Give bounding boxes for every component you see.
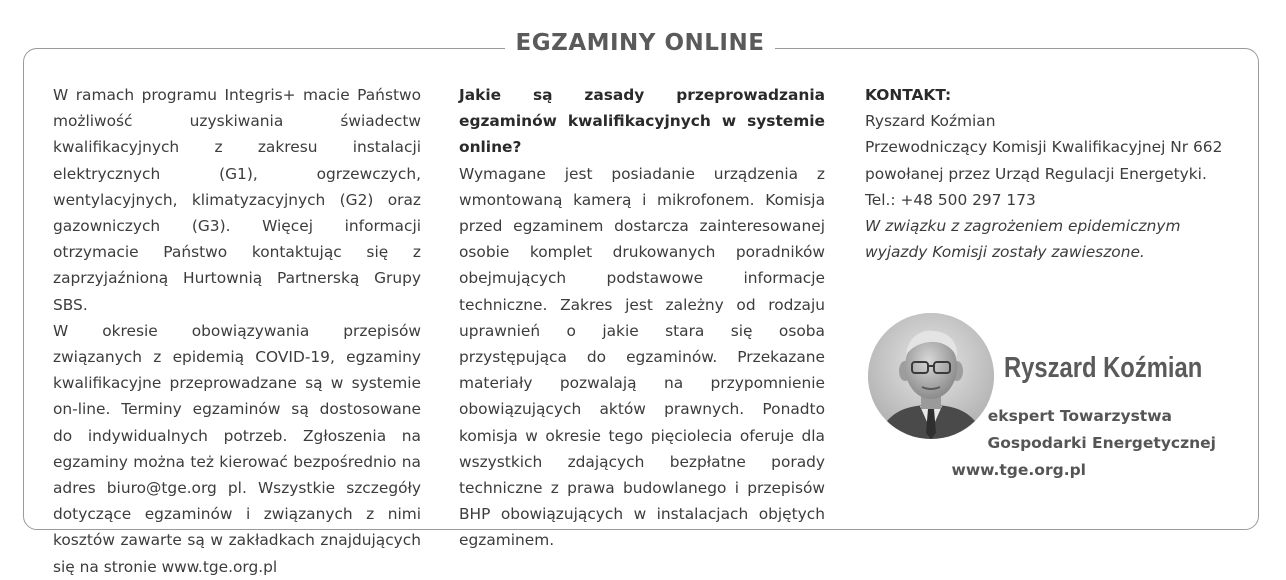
contact-position: Przewodniczący Komisji Kwalifikacyjnej Nr 662 <box>865 138 1223 157</box>
column-faq <box>459 82 825 554</box>
covid-paragraph: W okresie obowiązywania przepisów związanych z epidemią COVID-19, egzaminy kwalifikacyjne przeprowadzane są w systemie on-line. Terminy egzaminów są dostosowane do indywidualnych potrzeb. Zgłoszenia na egzaminy można też kierować bezpośrednio na adres biuro@tge.org pl. Wszystkie szczegóły dotyczące egzaminów i związanych z nimi kosztów zawarte są w zakładkach znajdujących się na stronie www.tge.org.pl <box>53 321 421 576</box>
expert-caption <box>952 403 1216 484</box>
column-intro <box>53 82 421 580</box>
contact-heading: KONTAKT: <box>865 86 952 104</box>
intro-paragraph: W ramach programu Integris+ macie Państwo możliwość uzyskiwania świadectw kwalifikacyjnych z zakresu instalacji elektrycznych (G1), ogrzewczych, wentylacyjnych, klimatyzacyjnych (G2) oraz gazowniczych (G3). Więcej informacji otrzymacie Państwo kontaktując się z zaprzyjaźnioną Hurtownią Partnerską Grupy SBS. <box>53 86 421 314</box>
expert-role-line1: ekspert Towarzystwa <box>987 407 1172 425</box>
faq-question: Jakie są zasady przeprowadzania egzaminów kwalifikacyjnych w systemie online? <box>459 86 825 157</box>
expert-name: Ryszard Koźmian <box>1004 352 1203 384</box>
contact-note: W związku z zagrożeniem epidemicznym wyjazdy Komisji zostały zawieszone. <box>865 217 1181 262</box>
faq-answer: Wymagane jest posiadanie urządzenia z wmontowaną kamerą i mikrofonem. Komisja przed egzaminem dostarcza zainteresowanej osobie komplet drukowanych poradników obejmujących podstawowe informacje techniczne. Zakres jest zależny od rodzaju uprawnień o jakie stara się osoba przystępująca do egzaminów. Przekazane materiały pozwalają na przypomnienie obowiązujących aktów prawnych. Ponadto komisja w okresie tego pięciolecia oferuje dla wszystkich zdających bezpłatne porady techniczne z prawa budowlanego i przepisów BHP obowiązujących w instalacjach objętych egzaminem. <box>459 164 825 550</box>
contact-phone: Tel.: +48 500 297 173 <box>865 190 1036 209</box>
section-title: EGZAMINY ONLINE <box>505 24 775 64</box>
expert-role-line2: Gospodarki Energetycznej <box>987 434 1216 452</box>
contact-appointed: powołanej przez Urząd Regulacji Energetyki. <box>865 164 1207 183</box>
column-contact <box>865 82 1235 265</box>
expert-website: www.tge.org.pl <box>951 461 1086 479</box>
contact-name: Ryszard Koźmian <box>865 112 996 131</box>
